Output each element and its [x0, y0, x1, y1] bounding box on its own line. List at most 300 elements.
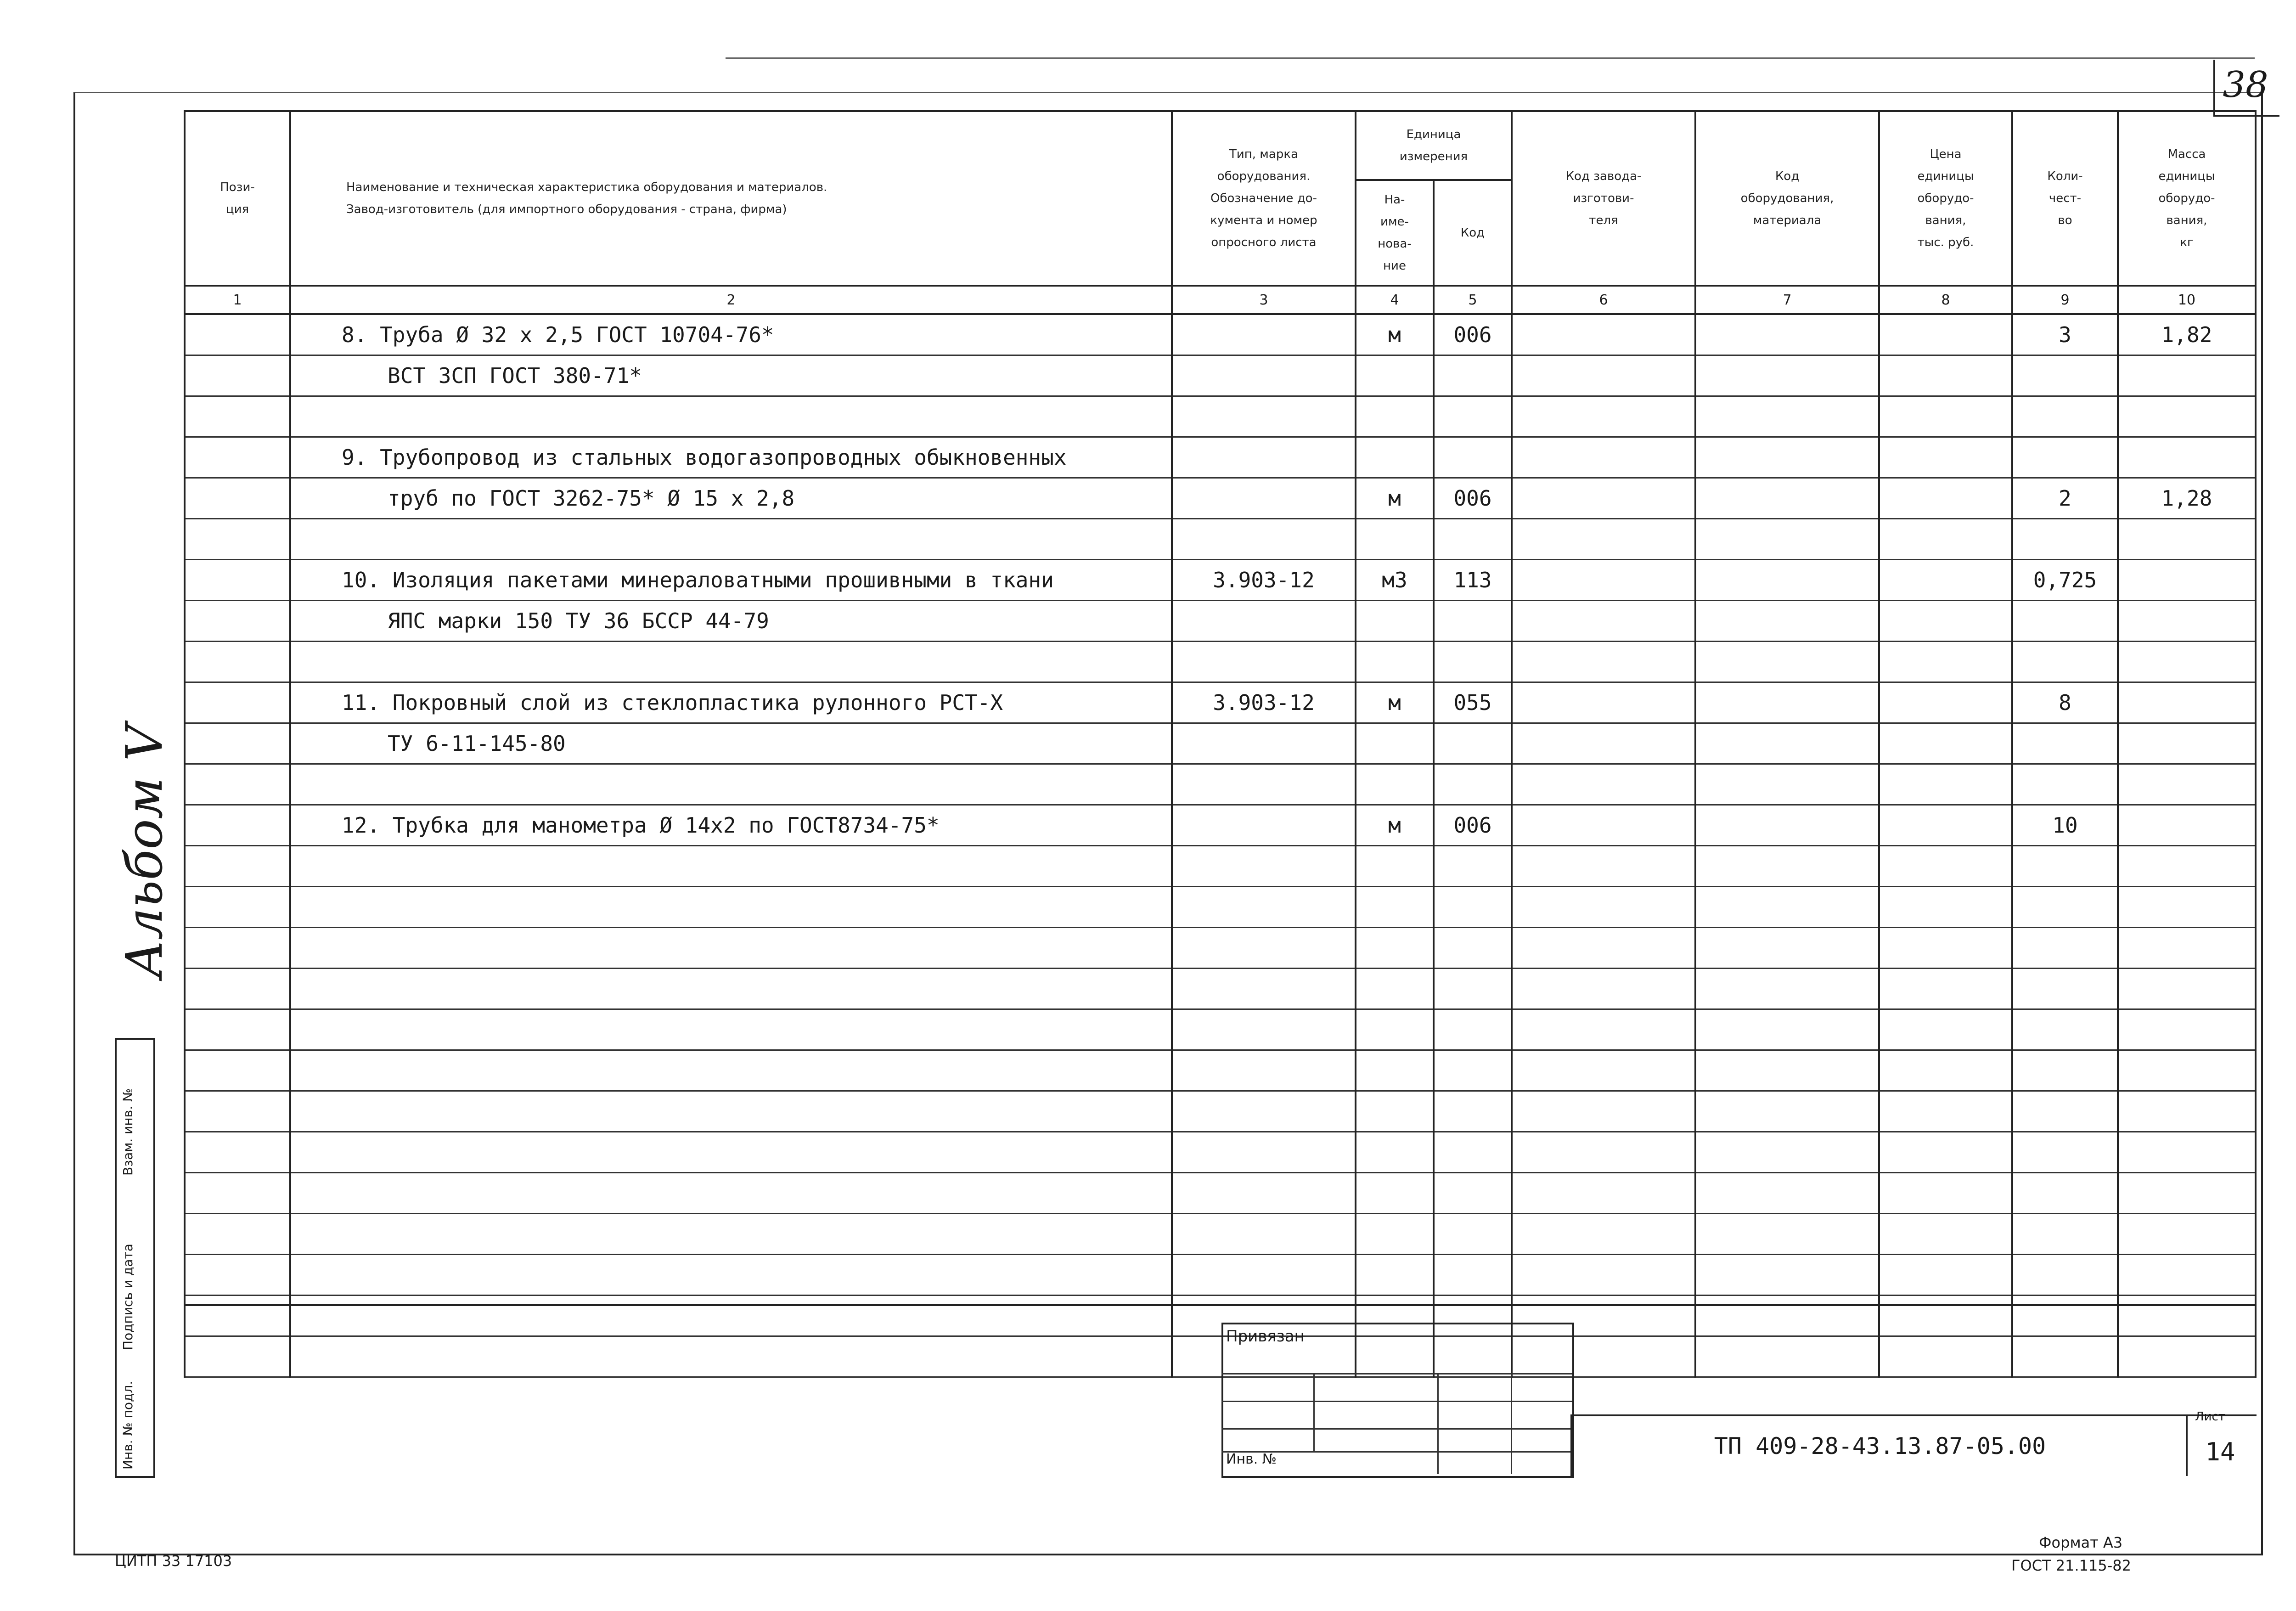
cell-unit: [1356, 355, 1434, 396]
cell-unit: [1356, 764, 1434, 805]
header-line: оборудования,: [1740, 192, 1834, 205]
cell-qty: [2012, 887, 2118, 928]
cell-type: [1172, 887, 1356, 928]
cell-f7: [1695, 478, 1879, 519]
cell-f6: [1512, 642, 1695, 682]
cell-mass: [2118, 519, 2256, 560]
table-row: [185, 723, 2256, 764]
cell-f7: [1695, 1173, 1879, 1214]
cell-pos: [185, 1050, 290, 1091]
table-row: [185, 764, 2256, 805]
header-line: теля: [1589, 214, 1618, 227]
cell-name: ВСТ 3СП ГОСТ 380-71*: [290, 355, 1172, 396]
cell-mass: [2118, 642, 2256, 682]
cell-pos: [185, 314, 290, 355]
table-row: [185, 928, 2256, 969]
sign-date-label: Подпись и дата: [120, 1244, 135, 1350]
cell-name: [290, 928, 1172, 969]
cell-unit: м: [1356, 682, 1434, 723]
cell-f6: [1512, 437, 1695, 478]
cell-pos: [185, 1132, 290, 1173]
cell-unit: [1356, 887, 1434, 928]
footer-format: Формат А3: [2039, 1534, 2123, 1551]
privyazan-vline: [1437, 1373, 1439, 1474]
cell-unit: м3: [1356, 560, 1434, 601]
cell-type: [1172, 846, 1356, 887]
privyazan-divider: [1221, 1428, 1572, 1430]
column-number: 10: [2118, 286, 2256, 314]
cell-pos: [185, 1214, 290, 1255]
header-line: Цена: [1930, 147, 1962, 161]
cell-f8: [1879, 764, 2012, 805]
header-line: нова-: [1378, 237, 1412, 251]
cell-f6: [1512, 928, 1695, 969]
cell-mass: [2118, 355, 2256, 396]
cell-f6: [1512, 1255, 1695, 1296]
cell-code: [1434, 969, 1512, 1009]
cell-qty: [2012, 928, 2118, 969]
header-line: кумента и номер: [1210, 214, 1317, 227]
cell-f7: [1695, 723, 1879, 764]
cell-qty: [2012, 437, 2118, 478]
cell-f7: [1695, 396, 1879, 437]
cell-name: [290, 1009, 1172, 1050]
header-line: Код: [1775, 169, 1800, 183]
cell-f7: [1695, 437, 1879, 478]
cell-name: ЯПС марки 150 ТУ 36 БССР 44-79: [290, 601, 1172, 642]
cell-name: [290, 1173, 1172, 1214]
header-line: оборудо-: [2158, 192, 2215, 205]
cell-qty: [2012, 969, 2118, 1009]
cell-f6: [1512, 1091, 1695, 1132]
cell-code: [1434, 519, 1512, 560]
cell-type: [1172, 314, 1356, 355]
cell-f8: [1879, 437, 2012, 478]
inv-no-label: Инв. № подл.: [120, 1380, 135, 1470]
cell-unit: [1356, 723, 1434, 764]
cell-f7: [1695, 682, 1879, 723]
cell-type: [1172, 1255, 1356, 1296]
cell-name: [290, 887, 1172, 928]
cell-code: [1434, 764, 1512, 805]
cell-pos: [185, 560, 290, 601]
cell-type: [1172, 1132, 1356, 1173]
sheet-number: 38: [2223, 64, 2268, 106]
cell-mass: [2118, 601, 2256, 642]
cell-name: 9. Трубопровод из стальных водогазопроводных обыкновенных: [290, 437, 1172, 478]
cell-f7: [1695, 1214, 1879, 1255]
cell-f7: [1695, 1132, 1879, 1173]
cell-unit: [1356, 601, 1434, 642]
cell-name: [290, 846, 1172, 887]
cell-name: [290, 1091, 1172, 1132]
cell-type: [1172, 437, 1356, 478]
cell-unit: [1356, 396, 1434, 437]
cell-f6: [1512, 355, 1695, 396]
column-number: 3: [1172, 286, 1356, 314]
cell-code: [1434, 1091, 1512, 1132]
cell-pos: [185, 355, 290, 396]
header-line: во: [2058, 214, 2072, 227]
header-line: име-: [1380, 215, 1409, 229]
specification-table-wrapper: [184, 110, 2255, 1378]
cell-code: [1434, 396, 1512, 437]
cell-code: 006: [1434, 314, 1512, 355]
table-row: [185, 1050, 2256, 1091]
cell-code: [1434, 437, 1512, 478]
cell-mass: [2118, 1132, 2256, 1173]
cell-qty: 0,725: [2012, 560, 2118, 601]
cell-f8: [1879, 396, 2012, 437]
column-number: 5: [1434, 286, 1512, 314]
header-line: оборудо-: [1917, 192, 1974, 205]
table-row: [185, 805, 2256, 846]
cell-code: [1434, 642, 1512, 682]
column-number: 9: [2012, 286, 2118, 314]
cell-f6: [1512, 560, 1695, 601]
cell-type: [1172, 1173, 1356, 1214]
header-line: чест-: [2048, 192, 2082, 205]
cell-f8: [1879, 723, 2012, 764]
header-price: [1879, 111, 2012, 286]
cell-f7: [1695, 1009, 1879, 1050]
cell-mass: [2118, 1009, 2256, 1050]
cell-f7: [1695, 764, 1879, 805]
cell-code: [1434, 887, 1512, 928]
cell-pos: [185, 1091, 290, 1132]
header-line: единицы: [2158, 169, 2215, 183]
table-row: [185, 437, 2256, 478]
cell-f6: [1512, 764, 1695, 805]
header-line: оборудования.: [1217, 169, 1311, 183]
cell-f8: [1879, 928, 2012, 969]
cell-name: 8. Труба Ø 32 х 2,5 ГОСТ 10704-76*: [290, 314, 1172, 355]
cell-name: [290, 642, 1172, 682]
cell-f8: [1879, 1009, 2012, 1050]
cell-f8: [1879, 887, 2012, 928]
cell-pos: [185, 396, 290, 437]
cell-type: [1172, 969, 1356, 1009]
cell-mass: [2118, 928, 2256, 969]
cell-f7: [1695, 969, 1879, 1009]
cell-code: [1434, 1214, 1512, 1255]
cell-name: труб по ГОСТ 3262-75* Ø 15 х 2,8: [290, 478, 1172, 519]
table-row: [185, 560, 2256, 601]
header-line: На-: [1384, 193, 1405, 207]
cell-qty: [2012, 723, 2118, 764]
cell-f8: [1879, 1173, 2012, 1214]
cell-f8: [1879, 1132, 2012, 1173]
cell-unit: м: [1356, 478, 1434, 519]
table-row: [185, 846, 2256, 887]
footer-org-code: ЦИТП 33 17103: [115, 1552, 232, 1570]
header-equipment-code: [1695, 111, 1879, 286]
cell-type: [1172, 723, 1356, 764]
header-line: Завод-изготовитель (для импортного оборудования - страна, фирма): [346, 203, 787, 216]
header-factory-code: [1512, 111, 1695, 286]
cell-f8: [1879, 682, 2012, 723]
cell-f7: [1695, 1091, 1879, 1132]
cell-f6: [1512, 887, 1695, 928]
cell-qty: [2012, 396, 2118, 437]
cell-name: [290, 1255, 1172, 1296]
cell-f8: [1879, 519, 2012, 560]
column-number: 1: [185, 286, 290, 314]
cell-mass: [2118, 437, 2256, 478]
specification-table: [184, 110, 2257, 1378]
cell-mass: [2118, 723, 2256, 764]
cell-code: [1434, 928, 1512, 969]
table-body: [185, 314, 2256, 1377]
table-row: [185, 1091, 2256, 1132]
privyazan-divider: [1221, 1373, 1572, 1374]
table-row: [185, 1173, 2256, 1214]
cell-pos: [185, 601, 290, 642]
cell-unit: [1356, 1050, 1434, 1091]
table-row: [185, 1255, 2256, 1296]
header-line: тыс. руб.: [1917, 236, 1974, 249]
table-row: [185, 682, 2256, 723]
column-number: 6: [1512, 286, 1695, 314]
cell-mass: [2118, 805, 2256, 846]
header-unit-code: Код: [1434, 180, 1512, 286]
cell-code: 006: [1434, 478, 1512, 519]
privyazan-vline: [1313, 1373, 1315, 1451]
cell-type: [1172, 928, 1356, 969]
cell-unit: [1356, 969, 1434, 1009]
cell-f7: [1695, 355, 1879, 396]
column-number: 4: [1356, 286, 1434, 314]
cell-f7: [1695, 1255, 1879, 1296]
cell-code: [1434, 601, 1512, 642]
album-label: Альбом V: [115, 724, 174, 978]
cell-code: [1434, 355, 1512, 396]
cell-f8: [1879, 969, 2012, 1009]
cell-type: [1172, 1091, 1356, 1132]
cell-qty: [2012, 355, 2118, 396]
header-line: вания,: [1925, 214, 1966, 227]
cell-f8: [1879, 601, 2012, 642]
cell-unit: [1356, 1173, 1434, 1214]
cell-type: [1172, 1050, 1356, 1091]
cell-type: [1172, 642, 1356, 682]
column-number: 2: [290, 286, 1172, 314]
cell-f6: [1512, 478, 1695, 519]
cell-f6: [1512, 1132, 1695, 1173]
cell-name: 12. Трубка для манометра Ø 14х2 по ГОСТ8734-75*: [290, 805, 1172, 846]
cell-qty: [2012, 846, 2118, 887]
cell-qty: [2012, 642, 2118, 682]
header-line: Наименование и техническая характеристика оборудования и материалов.: [346, 180, 827, 194]
cell-mass: [2118, 1255, 2256, 1296]
table-row: [185, 314, 2256, 355]
cell-pos: [185, 1255, 290, 1296]
cell-f8: [1879, 478, 2012, 519]
cell-code: [1434, 1009, 1512, 1050]
cell-pos: [185, 682, 290, 723]
cell-f6: [1512, 601, 1695, 642]
table-row: [185, 1214, 2256, 1255]
footer-gost: ГОСТ 21.115-82: [2011, 1557, 2131, 1574]
cell-mass: 1,82: [2118, 314, 2256, 355]
cell-f6: [1512, 1050, 1695, 1091]
cell-pos: [185, 642, 290, 682]
cell-mass: [2118, 560, 2256, 601]
cell-mass: [2118, 1050, 2256, 1091]
table-row: [185, 519, 2256, 560]
cell-type: [1172, 355, 1356, 396]
cell-type: 3.903-12: [1172, 560, 1356, 601]
cell-f7: [1695, 887, 1879, 928]
header-line: Пози-: [220, 180, 255, 194]
cell-f6: [1512, 969, 1695, 1009]
cell-qty: [2012, 1050, 2118, 1091]
column-number: 7: [1695, 286, 1879, 314]
cell-f8: [1879, 1255, 2012, 1296]
cell-pos: [185, 805, 290, 846]
cell-f8: [1879, 642, 2012, 682]
column-number-row: [185, 286, 2256, 314]
cell-code: [1434, 1132, 1512, 1173]
cell-type: [1172, 764, 1356, 805]
cell-mass: [2118, 1214, 2256, 1255]
cell-f6: [1512, 314, 1695, 355]
cell-type: [1172, 396, 1356, 437]
cell-qty: [2012, 1091, 2118, 1132]
cell-pos: [185, 519, 290, 560]
cell-pos: [185, 723, 290, 764]
cell-code: 113: [1434, 560, 1512, 601]
cell-qty: 2: [2012, 478, 2118, 519]
cell-name: ТУ 6-11-145-80: [290, 723, 1172, 764]
cell-unit: [1356, 1214, 1434, 1255]
table-row: [185, 355, 2256, 396]
privyazan-vline: [1511, 1373, 1512, 1474]
cell-name: [290, 764, 1172, 805]
cell-qty: 10: [2012, 805, 2118, 846]
header-line: единицы: [1917, 169, 1974, 183]
cell-f7: [1695, 601, 1879, 642]
header-mass: [2118, 111, 2256, 286]
table-row: [185, 396, 2256, 437]
header-line: вания,: [2166, 214, 2207, 227]
cell-f7: [1695, 928, 1879, 969]
cell-qty: [2012, 601, 2118, 642]
cell-f7: [1695, 805, 1879, 846]
cell-code: [1434, 1173, 1512, 1214]
cell-code: 055: [1434, 682, 1512, 723]
cell-code: [1434, 1050, 1512, 1091]
cell-type: [1172, 1009, 1356, 1050]
cell-f6: [1512, 723, 1695, 764]
cell-qty: 8: [2012, 682, 2118, 723]
cell-pos: [185, 846, 290, 887]
cell-unit: [1356, 928, 1434, 969]
table-row: [185, 969, 2256, 1009]
cell-code: [1434, 846, 1512, 887]
cell-unit: [1356, 1132, 1434, 1173]
cell-f7: [1695, 642, 1879, 682]
cell-mass: [2118, 969, 2256, 1009]
cell-f8: [1879, 355, 2012, 396]
cell-f6: [1512, 1214, 1695, 1255]
table-row: [185, 478, 2256, 519]
header-line: кг: [2180, 236, 2194, 249]
cell-unit: [1356, 846, 1434, 887]
header-line: ние: [1383, 259, 1406, 273]
cell-mass: 1,28: [2118, 478, 2256, 519]
cell-qty: [2012, 1132, 2118, 1173]
cell-name: [290, 396, 1172, 437]
cell-code: [1434, 1255, 1512, 1296]
cell-qty: [2012, 1173, 2118, 1214]
cell-code: 006: [1434, 805, 1512, 846]
list-number: 14: [2205, 1437, 2235, 1466]
cell-mass: [2118, 846, 2256, 887]
cell-f8: [1879, 805, 2012, 846]
cell-name: [290, 1214, 1172, 1255]
cell-f6: [1512, 1173, 1695, 1214]
cell-qty: 3: [2012, 314, 2118, 355]
table-row: [185, 1132, 2256, 1173]
cell-mass: [2118, 396, 2256, 437]
header-line: опросного листа: [1211, 236, 1317, 249]
cell-name: [290, 1050, 1172, 1091]
cell-name: 11. Покровный слой из стеклопластика рулонного РСТ-Х: [290, 682, 1172, 723]
cell-f7: [1695, 1050, 1879, 1091]
cell-qty: [2012, 1009, 2118, 1050]
cell-f6: [1512, 1009, 1695, 1050]
cell-qty: [2012, 764, 2118, 805]
header-line: Обозначение до-: [1210, 192, 1317, 205]
cell-f6: [1512, 396, 1695, 437]
privyazan-label: Привязан: [1226, 1327, 1305, 1346]
cell-f6: [1512, 519, 1695, 560]
header-line: ция: [225, 203, 249, 216]
cell-f8: [1879, 560, 2012, 601]
cell-name: [290, 969, 1172, 1009]
cell-qty: [2012, 1255, 2118, 1296]
header-line: Коли-: [2047, 169, 2083, 183]
cell-pos: [185, 1009, 290, 1050]
cell-unit: [1356, 519, 1434, 560]
cell-name: 10. Изоляция пакетами минераловатными прошивными в ткани: [290, 560, 1172, 601]
cell-f7: [1695, 519, 1879, 560]
cell-f7: [1695, 846, 1879, 887]
cell-unit: [1356, 642, 1434, 682]
header-line: Код завода-: [1565, 169, 1642, 183]
cell-type: [1172, 519, 1356, 560]
cell-f7: [1695, 560, 1879, 601]
header-name: [290, 111, 1172, 286]
header-line: материала: [1753, 214, 1822, 227]
document-code: ТП 409-28-43.13.87-05.00: [1570, 1414, 2188, 1476]
cell-type: [1172, 478, 1356, 519]
cell-mass: [2118, 682, 2256, 723]
cell-f8: [1879, 1091, 2012, 1132]
cell-pos: [185, 1173, 290, 1214]
cell-qty: [2012, 1214, 2118, 1255]
cell-type: [1172, 1214, 1356, 1255]
cell-f8: [1879, 846, 2012, 887]
inventory-label: Инв. №: [1226, 1451, 1277, 1467]
cell-mass: [2118, 764, 2256, 805]
cell-f7: [1695, 314, 1879, 355]
cell-pos: [185, 887, 290, 928]
header-position: [185, 111, 290, 286]
cell-name: [290, 1132, 1172, 1173]
header-line: измерения: [1399, 150, 1468, 163]
